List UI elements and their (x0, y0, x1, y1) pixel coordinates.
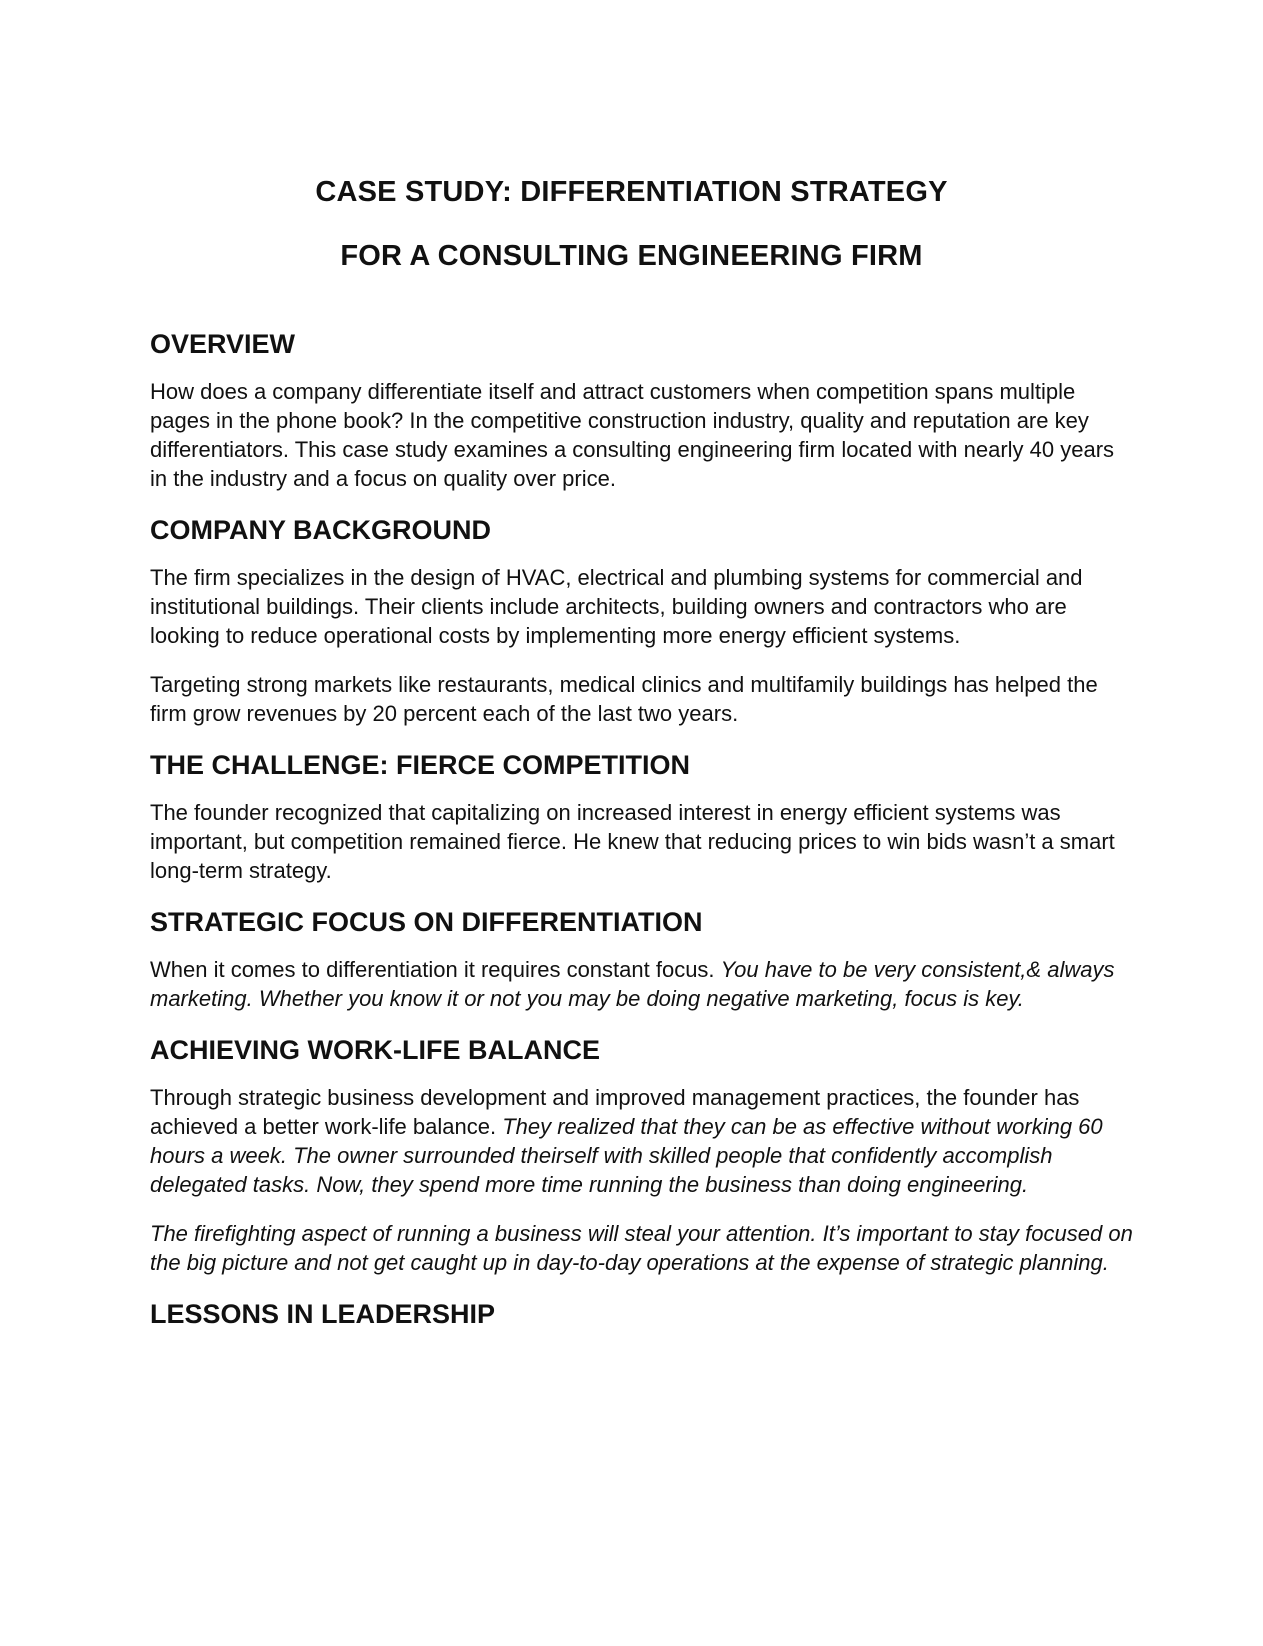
section-heading-work-life-balance: ACHIEVING WORK-LIFE BALANCE (150, 1035, 600, 1065)
overview-paragraph: How does a company differentiate itself and attract customers when competition spans multiple pages in the phone book? In the competitive construction industry, quality and reputation are key differentiators. This case study examines a consulting engineering firm located with nearly 40 years in the industry and a focus on quality over price. (150, 379, 1115, 491)
balance-paragraph-1-italic: They realized that they can be as effective without working 60 hours a week. The owner surrounded theirself with skilled people that confidently accomplish delegated tasks. Now, they spend more time running the business than doing engineering. (150, 1114, 1103, 1197)
section-heading-lessons-in-leadership: LESSONS IN LEADERSHIP (150, 1299, 496, 1329)
balance-paragraph-2-italic: The firefighting aspect of running a business will steal your attention. It’s important to stay focused on the big picture and not get caught up in day-to-day operations at the expense of strategic planning. (150, 1221, 1133, 1275)
section-work-life-balance (150, 1033, 1135, 1277)
background-paragraph-1: The firm specializes in the design of HVAC, electrical and plumbing systems for commercial and institutional buildings. Their clients include architects, building owners and contractors who are looking to reduce operational costs by implementing more energy efficient systems. (150, 565, 1083, 648)
section-strategic-focus (150, 905, 1135, 1013)
section-lessons-in-leadership (150, 1297, 1135, 1331)
section-heading-overview: OVERVIEW (150, 329, 296, 359)
section-heading-company-background: COMPANY BACKGROUND (150, 515, 492, 545)
focus-paragraph-plain: When it comes to differentiation it requires constant focus. (150, 957, 721, 982)
document-body (150, 327, 1135, 1347)
balance-paragraph-2 (150, 1219, 1135, 1277)
balance-paragraph-1-plain: Through strategic business development and improved management practices, the founder has achieved a better work-life balance. (150, 1085, 1080, 1139)
challenge-paragraph: The founder recognized that capitalizing on increased interest in energy efficient systems was important, but competition remained fierce. He knew that reducing prices to win bids wasn’t a smart long-term strategy. (150, 800, 1115, 883)
document-title-line-1: CASE STUDY: DIFFERENTIATION STRATEGY (315, 176, 948, 208)
section-overview (150, 327, 1135, 493)
balance-paragraph-1 (150, 1083, 1135, 1199)
document-title-line-2: FOR A CONSULTING ENGINEERING FIRM (340, 240, 923, 272)
section-heading-challenge: THE CHALLENGE: FIERCE COMPETITION (150, 750, 690, 780)
background-paragraph-2: Targeting strong markets like restaurants, medical clinics and multifamily buildings has helped the firm grow revenues by 20 percent each of the last two years. (150, 672, 1098, 726)
section-heading-strategic-focus: STRATEGIC FOCUS ON DIFFERENTIATION (150, 907, 703, 937)
section-challenge (150, 748, 1135, 885)
focus-paragraph (150, 955, 1135, 1013)
focus-paragraph-italic: You have to be very consistent,& always marketing. Whether you know it or not you may be doing negative marketing, focus is key. (150, 957, 1115, 1011)
section-company-background (150, 513, 1135, 728)
